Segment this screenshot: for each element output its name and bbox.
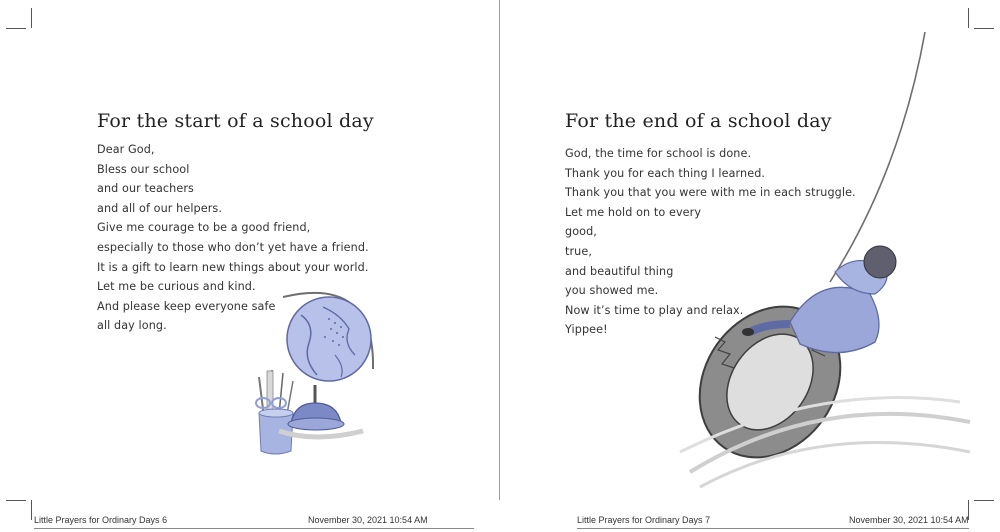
book-title: Little Prayers for Ordinary Days (34, 515, 160, 525)
footer-rule (34, 528, 474, 529)
footer-slug (34, 515, 167, 525)
prayer-line: Now it’s time to play and relax. (565, 303, 744, 317)
prayer-line: Thank you that you were with me in each struggle. (565, 186, 856, 200)
prayer-line: Yippee! (565, 323, 608, 337)
print-timestamp: November 30, 2021 10:54 AM (849, 515, 969, 525)
footer-rule (577, 528, 969, 529)
rope-icon (830, 32, 925, 282)
prayer-line: Let me hold on to every (565, 205, 702, 219)
right-page (500, 0, 1000, 532)
prayer-line: true, (565, 244, 593, 258)
pencil-cup-icon (256, 370, 293, 454)
book-title: Little Prayers for Ordinary Days (577, 515, 703, 525)
prayer-line: you showed me. (565, 284, 659, 298)
globe-icon (279, 293, 373, 437)
page-title: For the start of a school day (97, 110, 374, 132)
tire-swing-illustration (670, 32, 970, 492)
footer-slug (577, 515, 710, 525)
page-number: 6 (162, 515, 168, 525)
prayer-line: all day long. (97, 319, 167, 333)
prayer-line: Dear God, (97, 143, 155, 156)
globe-illustration (245, 285, 395, 460)
prayer-line: good, (565, 225, 597, 239)
prayer-line: Bless our school (97, 162, 190, 176)
prayer-line: especially to those who don’t yet have a friend. (97, 240, 369, 254)
prayer-line: and all of our helpers. (97, 201, 223, 215)
prayer-line: It is a gift to learn new things about your world. (97, 260, 369, 274)
page-title: For the end of a school day (565, 110, 832, 132)
page-number: 7 (705, 515, 711, 525)
prayer-line: Let me be curious and kind. (97, 280, 256, 294)
prayer-line: and our teachers (97, 182, 194, 196)
print-timestamp: November 30, 2021 10:54 AM (308, 515, 428, 525)
prayer-line: God, the time for school is done. (565, 147, 752, 160)
prayer-line: and beautiful thing (565, 264, 674, 278)
prayer-line: Thank you for each thing I learned. (565, 166, 766, 180)
prayer-line: And please keep everyone safe (97, 299, 276, 313)
prayer-line: Give me courage to be a good friend, (97, 221, 311, 235)
